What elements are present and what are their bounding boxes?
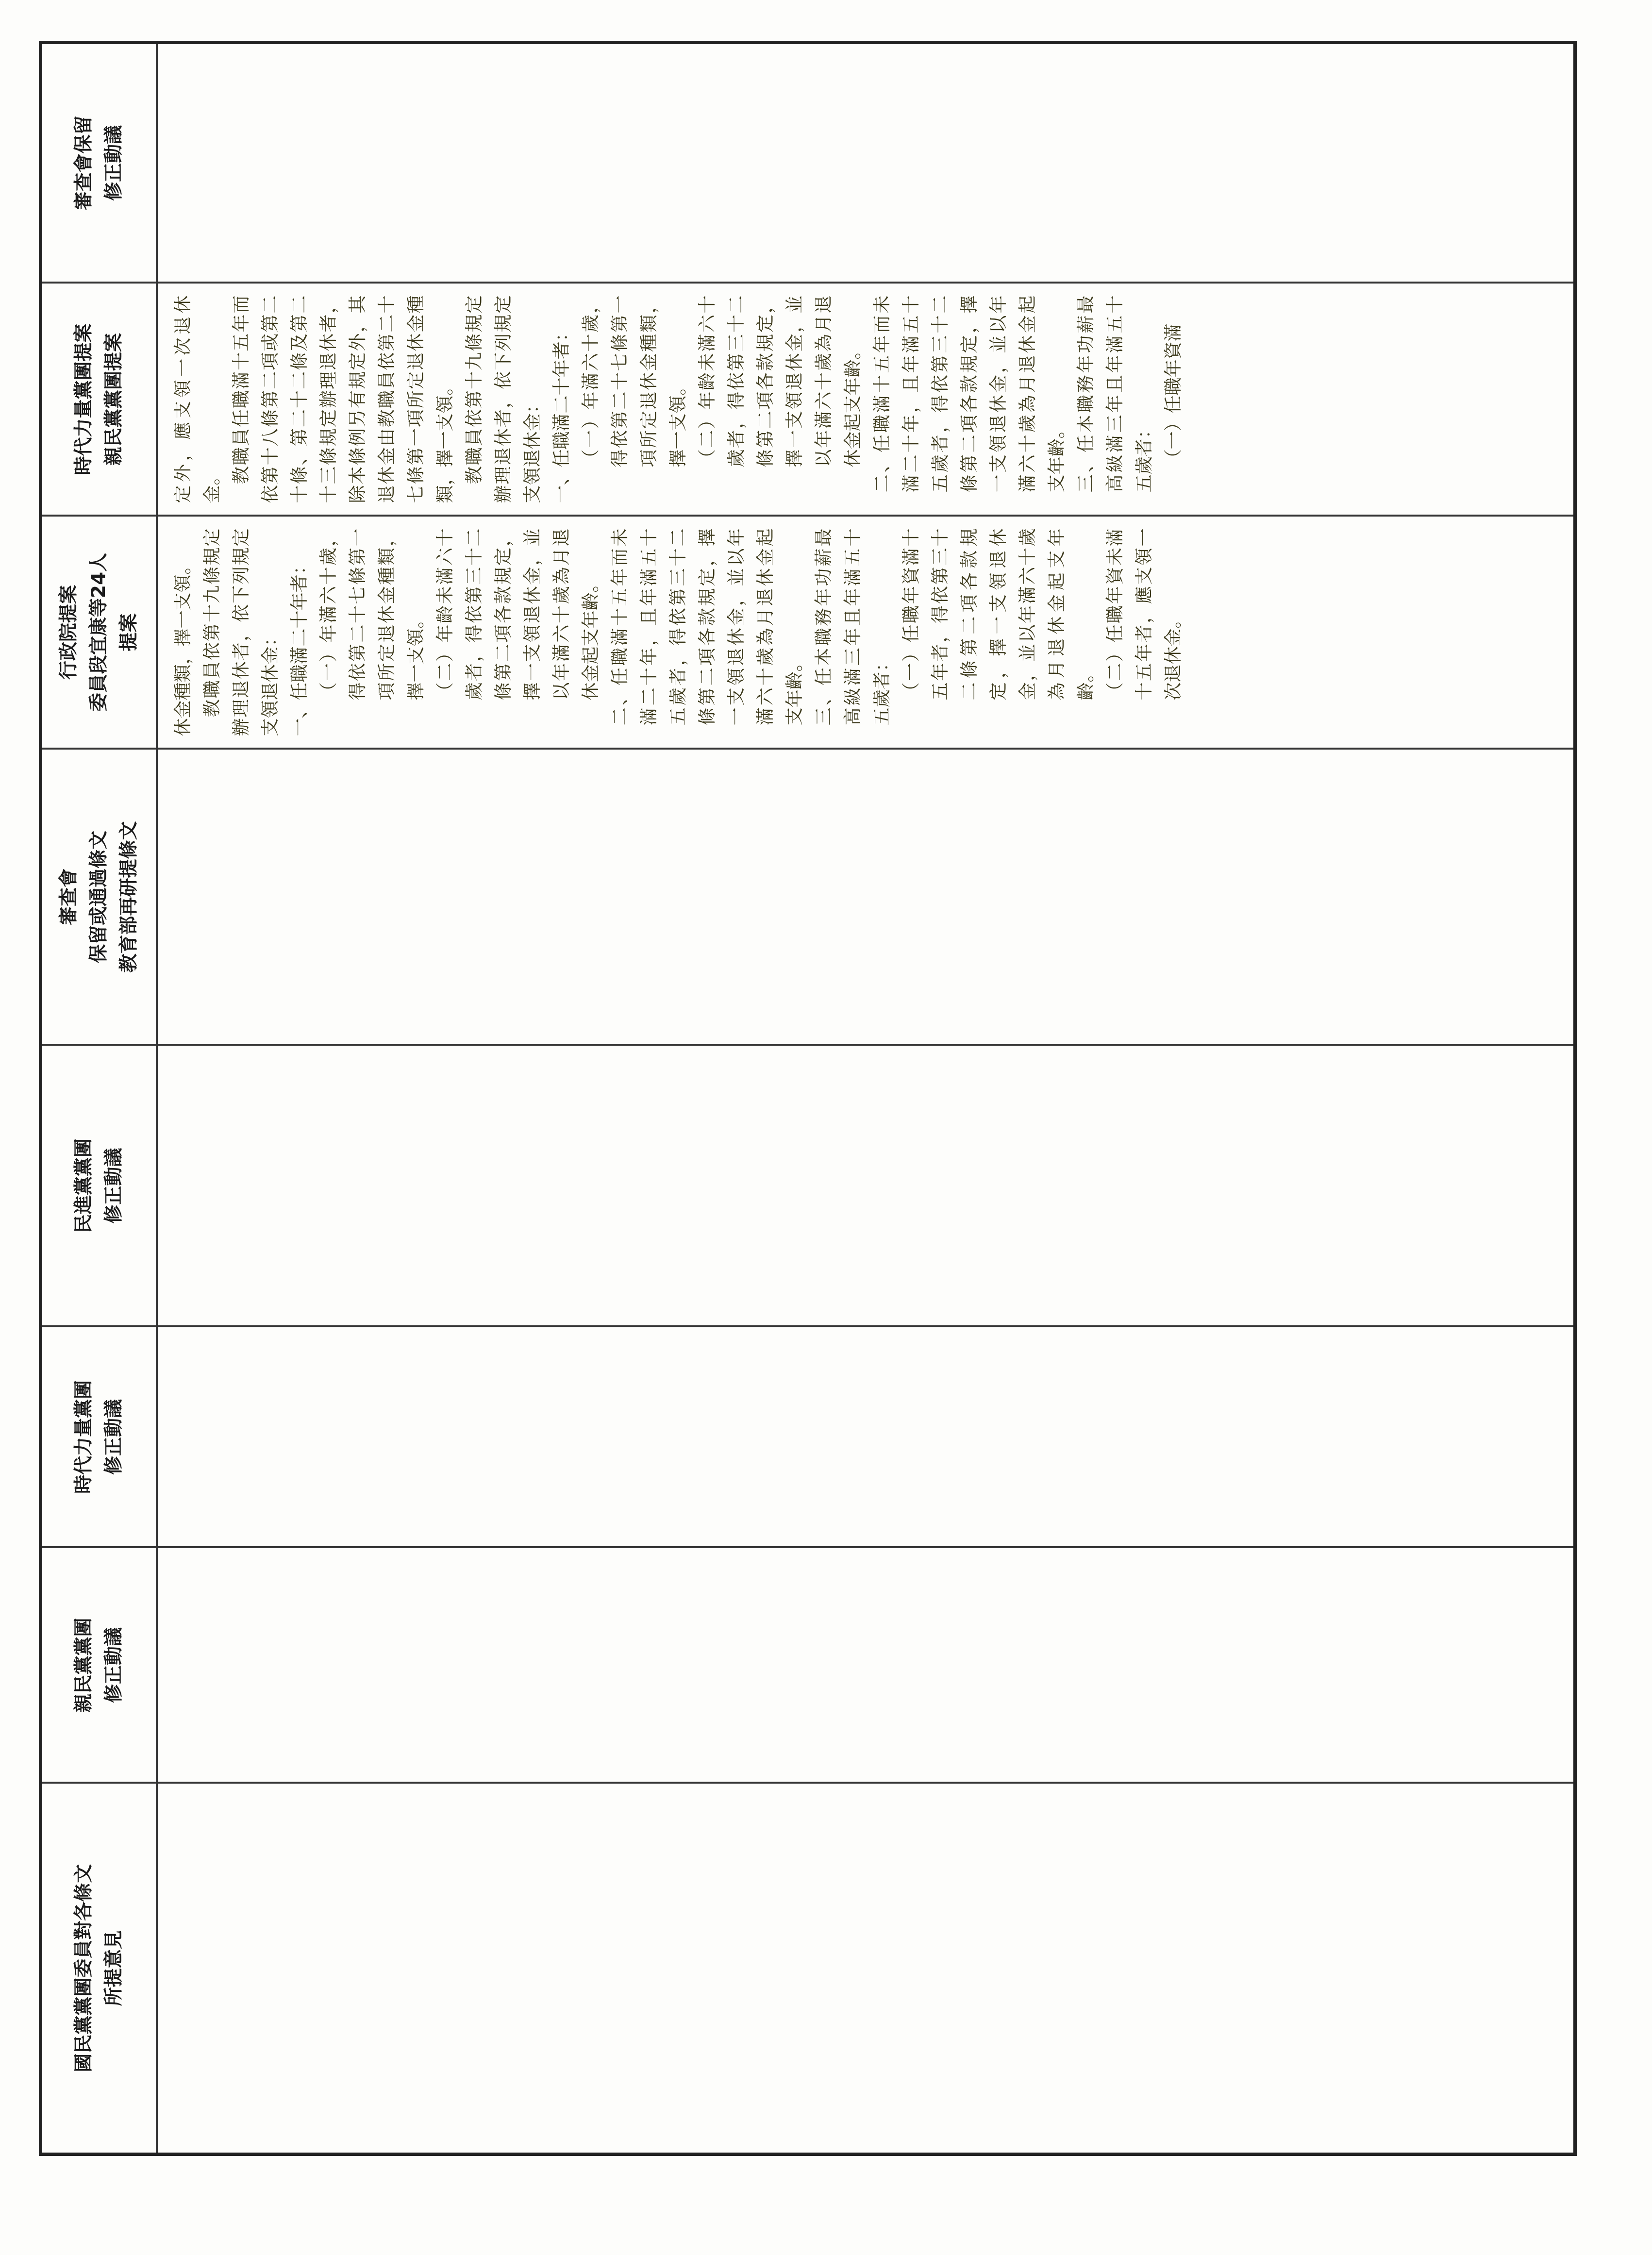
cell-reserved-motion [157,43,1575,283]
paragraph: 一、任職滿二十年者： [551,323,572,503]
paragraph: （二）任職年資未滿十五年者，應支領一次退休金。 [1104,528,1184,701]
paragraph: 三、任本職務年功薪最高級滿三年且年滿五十五歲者： [1075,295,1154,493]
header-review-committee: 審查會 保留或通過條文 教育部再研提條文 [41,749,157,1045]
paragraph: （二）年齡未滿六十歲者，得依第三十二條第二項各款規定，擇一支領退休金，並以年滿六十歲為月退休金起支年齡。 [434,528,601,701]
paragraph: 定外，應支領一次退休金。 [172,295,222,503]
cell-npp-motion [157,1327,1575,1548]
cell-npp-pfp-proposal [157,283,1575,516]
header-npp-motion: 時代力量黨團 修正動議 [41,1327,157,1548]
paragraph: 教職員依第十九條規定辦理退休者，依下列規定支領退休金： [464,295,543,503]
paragraph: （二）年齡未滿六十歲者，得依第三十二條第二項各款規定，擇一支領退休金，並以年滿六十歲為月退休金起支年齡。 [697,295,863,468]
header-pfp-motion: 親民黨黨團 修正動議 [41,1548,157,1783]
cell-pfp-motion [157,1548,1575,1783]
cell-executive-proposal [157,516,1575,749]
header-dpp-motion: 民進黨黨團 修正動議 [41,1045,157,1327]
header-executive-proposal: 行政院提案 委員段宜康等24人 提案 [41,516,157,749]
content-row [157,43,1575,2155]
header-row [41,43,157,2155]
header-reserved-motion: 審查會保留 修正動議 [41,43,157,283]
paragraph: （一）任職年資滿十五年者，得依第三十二條第二項各款規定，擇一支領退休金，並以年滿六十歲為月退休金起支年齡。 [901,528,1096,701]
paragraph: （一）年滿六十歲，得依第二十七條第一項所定退休金種類，擇一支領。 [318,528,426,701]
paragraph: 休金種類，擇一支領。 [172,556,193,736]
paragraph: （一）年滿六十歲，得依第二十七條第一項所定退休金種類，擇一支領。 [580,295,688,468]
paragraph: 三、任本職務年功薪最高級滿三年且年滿五十五歲者： [813,528,892,726]
comparison-table [39,41,1577,2156]
paragraph: 二、任職滿十五年而未滿二十年，且年滿五十五歲者，得依第三十二條第二項各款規定，擇一支領退休金，並以年滿六十歲為月退休金起支年齡。 [871,295,1067,493]
cell-review-committee [157,749,1575,1045]
executive-proposal-text [158,517,1199,748]
header-npp-pfp-proposal: 時代力量黨團提案 親民黨黨團提案 [41,283,157,516]
paragraph: 二、任職滿十五年而未滿二十年，且年滿五十五歲者，得依第三十二條第二項各款規定，擇一支領退休金，並以年滿六十歲為月退休金起支年齡。 [609,528,805,726]
paragraph: 教職員任職滿十五年而依第十八條第二項或第二十條、第二十二條及第二十三條規定辦理退休者，除本條例另有規定外，其退休金由教職員依第二十七條第一項所定退休金種類，擇一支領。 [231,295,455,503]
paragraph: 一、任職滿二十年者： [289,556,310,736]
npp-pfp-proposal-text [158,284,1199,515]
rotated-table-wrapper [39,44,1577,2156]
header-kmt-opinions: 國民黨黨團委員對各條文 所提意見 [41,1783,157,2155]
cell-kmt-opinions [157,1783,1575,2155]
paragraph: 教職員依第十九條規定辦理退休者，依下列規定支領退休金： [201,528,281,736]
paragraph: （一）任職年資滿 [1163,323,1184,468]
cell-dpp-motion [157,1045,1575,1327]
